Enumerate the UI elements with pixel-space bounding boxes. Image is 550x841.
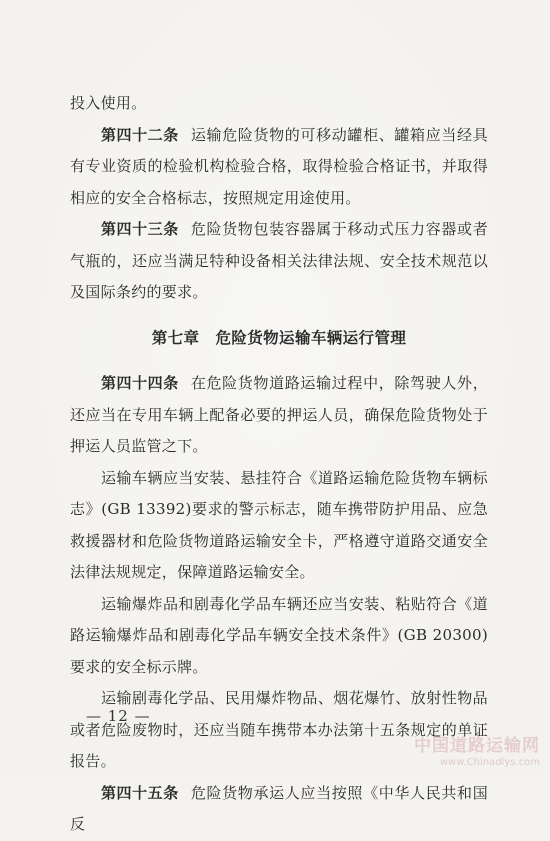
article-43: [70, 214, 488, 309]
article-44-label: 第四十四条: [101, 374, 179, 392]
document-body: [70, 88, 488, 841]
article-45-text: 危险货物承运人应当按照《中华人民共和国反: [70, 783, 488, 833]
article-42-text: 运输危险货物的可移动罐柜、罐箱应当经具有专业资质的检验机构检验合格，取得检验合格证书，并取得相应的安全合格标志，按照规定用途使用。: [70, 125, 488, 207]
article-43-text: 危险货物包装容器属于移动式压力容器或者气瓶的，还应当满足特种设备相关法律法规、安全技术规范以及国际条约的要求。: [70, 220, 488, 301]
article-44: [70, 368, 488, 463]
article-45-label: 第四十五条: [101, 783, 179, 802]
chapter-heading: [70, 323, 488, 355]
chapter-number: 第七章: [151, 328, 200, 347]
watermark-url: www.Chinadlys.com: [439, 757, 540, 768]
paragraph-vehicle-signs: 运输车辆应当安装、悬挂符合《道路运输危险货物车辆标志》(GB 13392)要求的警示标志，随车携带防护用品、应急救援器材和危险货物道路运输安全卡，严格遵守道路交通安全法律法规规定，保障道路运输安全。: [70, 468, 488, 581]
continuation-text: 投入使用。: [70, 94, 147, 112]
page-number: — 12 —: [86, 707, 151, 725]
chapter-title: 危险货物运输车辆运行管理: [215, 328, 407, 347]
article-43-label: 第四十三条: [101, 220, 179, 238]
watermark-title: 中国道路运输网: [414, 736, 540, 756]
article-44-text: 在危险货物道路运输过程中，除驾驶人外，还应当在专用车辆上配备必要的押运人员，确保危险货物处于押运人员监管之下。: [70, 374, 488, 455]
paragraph-documents: 运输剧毒化学品、民用爆炸物品、烟花爆竹、放射性物品或者危险废物时，还应当随车携带本办法第十五条规定的单证报告。: [70, 689, 488, 770]
article-45: [70, 778, 488, 841]
article-42-label: 第四十二条: [101, 125, 179, 144]
paragraph-explosives: 运输爆炸品和剧毒化学品车辆还应当安装、粘贴符合《道路运输爆炸品和剧毒化学品车辆安全技术条件》(GB 20300)要求的安全标示牌。: [70, 594, 488, 676]
article-42: [70, 120, 488, 215]
watermark: [414, 731, 540, 768]
